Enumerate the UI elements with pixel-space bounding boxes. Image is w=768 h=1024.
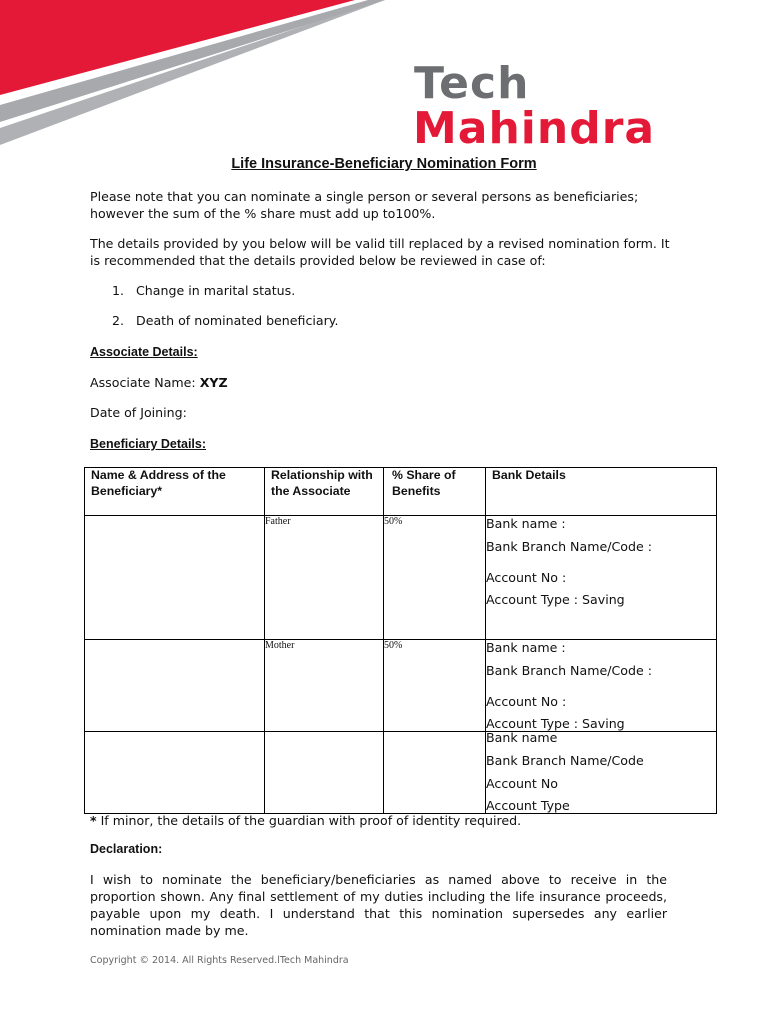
associate-heading: Associate Details:	[90, 345, 198, 359]
account-type: Account Type : Saving	[486, 592, 625, 607]
list-item	[112, 313, 338, 328]
declaration-heading: Declaration:	[90, 842, 163, 856]
cell-name[interactable]	[85, 640, 265, 732]
associate-name-field	[90, 375, 228, 390]
date-of-joining-label: Date of Joining:	[90, 405, 187, 420]
associate-name-label: Associate Name:	[90, 375, 196, 390]
header-relationship: Relationship with the Associate	[265, 468, 384, 516]
cell-name[interactable]	[85, 516, 265, 640]
bank-branch: Bank Branch Name/Code :	[486, 539, 652, 554]
cell-name[interactable]	[85, 732, 265, 814]
logo-tech: Tech	[414, 58, 530, 109]
cell-share[interactable]: 50%	[384, 640, 486, 732]
bank-name: Bank name :	[486, 516, 566, 531]
list-text: Change in marital status.	[136, 283, 296, 298]
account-no: Account No :	[486, 570, 567, 585]
copyright-footer: Copyright © 2014. All Rights Reserved.lTech Mahindra	[90, 955, 349, 966]
table-row	[85, 732, 717, 814]
associate-name-value: XYZ	[199, 375, 228, 390]
header-bank-details: Bank Details	[486, 468, 717, 516]
intro-paragraph-2: The details provided by you below will be valid till replaced by a revised nomination form. It is recommended that the details provided below be reviewed in case of:	[90, 236, 670, 268]
account-no: Account No :	[486, 694, 567, 709]
logo-mahindra: Mahindra	[413, 103, 656, 154]
cell-relationship[interactable]: Father	[265, 516, 384, 640]
declaration-text: I wish to nominate the beneficiary/beneficiaries as named above to receive in the proportion shown. Any final settlement of my duties including the life insurance proceeds, payable upon my death. I understand that this nomination supersedes any earlier nomination made by me.	[90, 872, 667, 938]
beneficiary-table	[84, 467, 717, 814]
header-share: % Share of Benefits	[384, 468, 486, 516]
account-type: Account Type	[486, 798, 570, 813]
cell-share[interactable]: 50%	[384, 516, 486, 640]
header-name-address: Name & Address of the Beneficiary*	[85, 468, 265, 516]
list-text: Death of nominated beneficiary.	[136, 313, 339, 328]
note-asterisk: *	[90, 813, 97, 828]
table-row	[85, 640, 717, 732]
note-text: If minor, the details of the guardian with proof of identity required.	[96, 813, 522, 828]
beneficiary-heading: Beneficiary Details:	[90, 437, 207, 451]
account-no: Account No	[486, 776, 558, 791]
header-swoosh	[0, 0, 400, 160]
cell-bank[interactable]	[486, 640, 717, 732]
list-item	[112, 283, 295, 298]
list-number: 1.	[112, 283, 125, 298]
table-header-row	[85, 468, 717, 516]
bank-name: Bank name :	[486, 640, 566, 655]
bank-branch: Bank Branch Name/Code	[486, 753, 644, 768]
form-title: Life Insurance-Beneficiary Nomination Form	[231, 156, 537, 172]
table-row	[85, 516, 717, 640]
account-type: Account Type : Saving	[486, 716, 625, 731]
cell-relationship[interactable]	[265, 732, 384, 814]
intro-paragraph-1: Please note that you can nominate a single person or several persons as beneficiaries; however the sum of the % share must add up to100%.	[90, 189, 639, 221]
cell-bank[interactable]	[486, 732, 717, 814]
bank-branch: Bank Branch Name/Code :	[486, 663, 652, 678]
cell-bank[interactable]	[486, 516, 717, 640]
list-number: 2.	[112, 313, 125, 328]
minor-note	[90, 813, 521, 828]
cell-relationship[interactable]: Mother	[265, 640, 384, 732]
bank-name: Bank name	[486, 730, 558, 745]
cell-share[interactable]	[384, 732, 486, 814]
